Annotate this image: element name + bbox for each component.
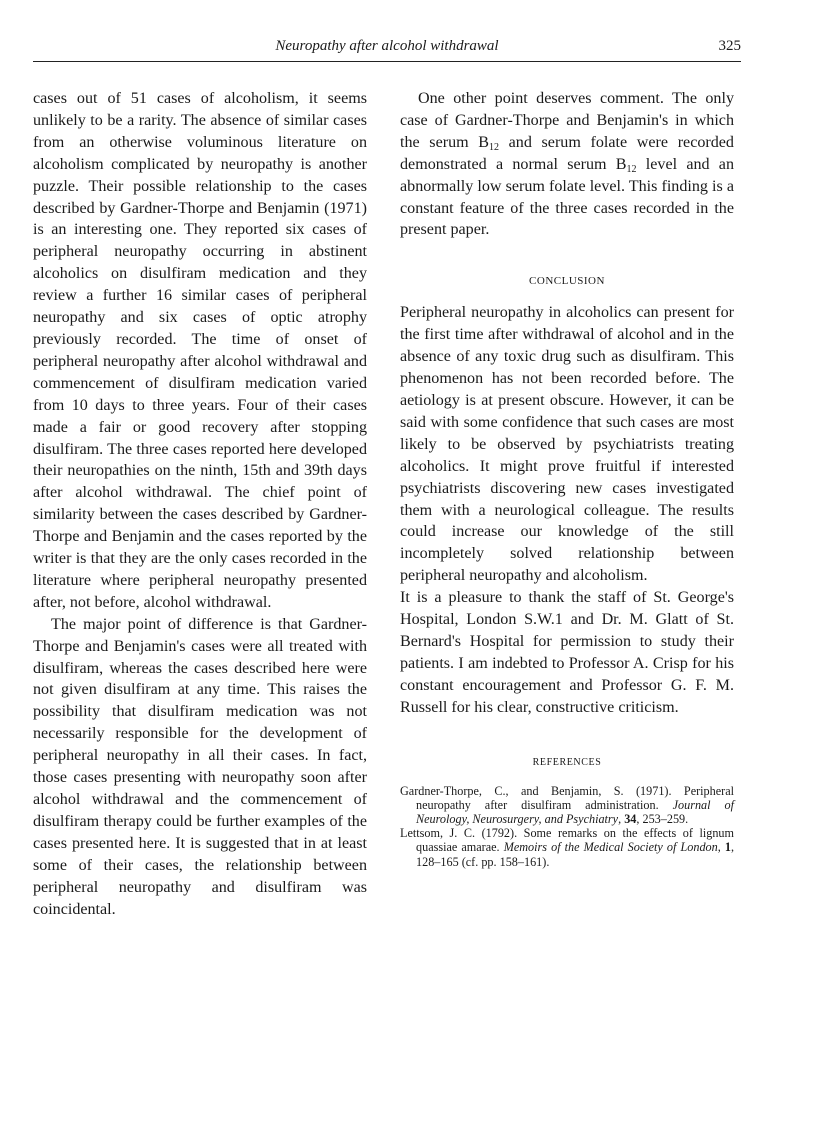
right-column xyxy=(400,88,734,869)
acknowledgement-paragraph: It is a pleasure to thank the staff of St. George's Hospital, London S.W.1 and Dr. M. Glatt of St. Bernard's Hospital for permission to study their patients. I am indebted to Professor A. Crisp for his constant encouragement and Professor G. F. M. Russell for his clear, constructive criticism. xyxy=(400,589,734,716)
left-column xyxy=(33,88,367,920)
conclusion-heading: CONCLUSION xyxy=(529,275,605,288)
page-number: 325 xyxy=(718,38,741,54)
references-heading: REFERENCES xyxy=(532,756,602,768)
folate-paragraph: One other point deserves comment. The only case of Gardner-Thorpe and Benjamin's in which the serum $B_{12}$ and serum folate were recorded demonstrated a normal serum $B_{12}$ level and an abnormally low serum folate level. This finding is a constant feature of the three cases recorded in the present paper. xyxy=(400,90,735,239)
running-title: Neuropathy after alcohol withdrawal xyxy=(275,38,499,54)
conclusion-paragraph: Peripheral neuropathy in alcoholics can present for the first time after withdrawal of alcohol and in the absence of any toxic drug such as disulfiram. This phenomenon has not been recorded before. The aetiology is at present obscure. However, it can be said with some confidence that such cases are most likely to be observed by psychiatrists treating alcoholics. It might prove fruitful if interested psychiatrists discovering new cases investigated them with a neurological colleague. The results could increase our knowledge of the still incompletely solved relationship between peripheral neuropathy and alcoholism. xyxy=(400,304,734,585)
running-header xyxy=(33,33,741,62)
discussion-paragraph: cases out of 51 cases of alcoholism, it seems unlikely to be a rarity. The absence of similar cases from an otherwise voluminous literature on alcoholism complicated by neuropathy is another puzzle. Their possible relationship to the cases described by Gardner-Thorpe and Benjamin (1971) is an interesting one. They reported six cases of peripheral neuropathy occurring in abstinent alcoholics on disulfiram medication and they review a further 16 similar cases of peripheral neuropathy and six cases of optic atrophy previously recorded. The time of onset of peripheral neuropathy after alcohol withdrawal and commencement of disulfiram medication varied from 10 days to three years. Four of their cases made a fair or good recovery after stopping disulfiram. The three cases reported here developed their neuropathies on the ninth, 15th and 39th days after alcohol withdrawal. The chief point of similarity between the cases described by Gardner-Thorpe and Benjamin and the cases reported by the writer is that they are the only cases recorded in the literature where peripheral neuropathy presented after, not before, alcohol withdrawal. xyxy=(33,90,367,611)
reference-item: Lettsom, J. C. (1792). Some remarks on the effects of lignum quassiae amarae. Memoirs of the Medical Society of London, 1, 128–165 (cf. pp. 158–161). xyxy=(400,826,735,869)
reference-item: Gardner-Thorpe, C., and Benjamin, S. (1971). Peripheral neuropathy after disulfiram administration. Journal of Neurology, Neurosurgery, and Psychiatry, 34, 253–259. xyxy=(400,783,734,826)
discussion-paragraph-difference: The major point of difference is that Gardner-Thorpe and Benjamin's cases were all treated with disulfiram, whereas the cases described here were not given disulfiram at any time. This raises the possibility that disulfiram medication was not necessarily responsible for the development of peripheral neuropathy in all their cases. In fact, those cases presenting with neuropathy soon after alcohol withdrawal and the commencement of disulfiram therapy could be further examples of the cases presented here. It is suggested that in at least some of their cases, the relationship between peripheral neuropathy and disulfiram was coincidental. xyxy=(33,615,367,918)
